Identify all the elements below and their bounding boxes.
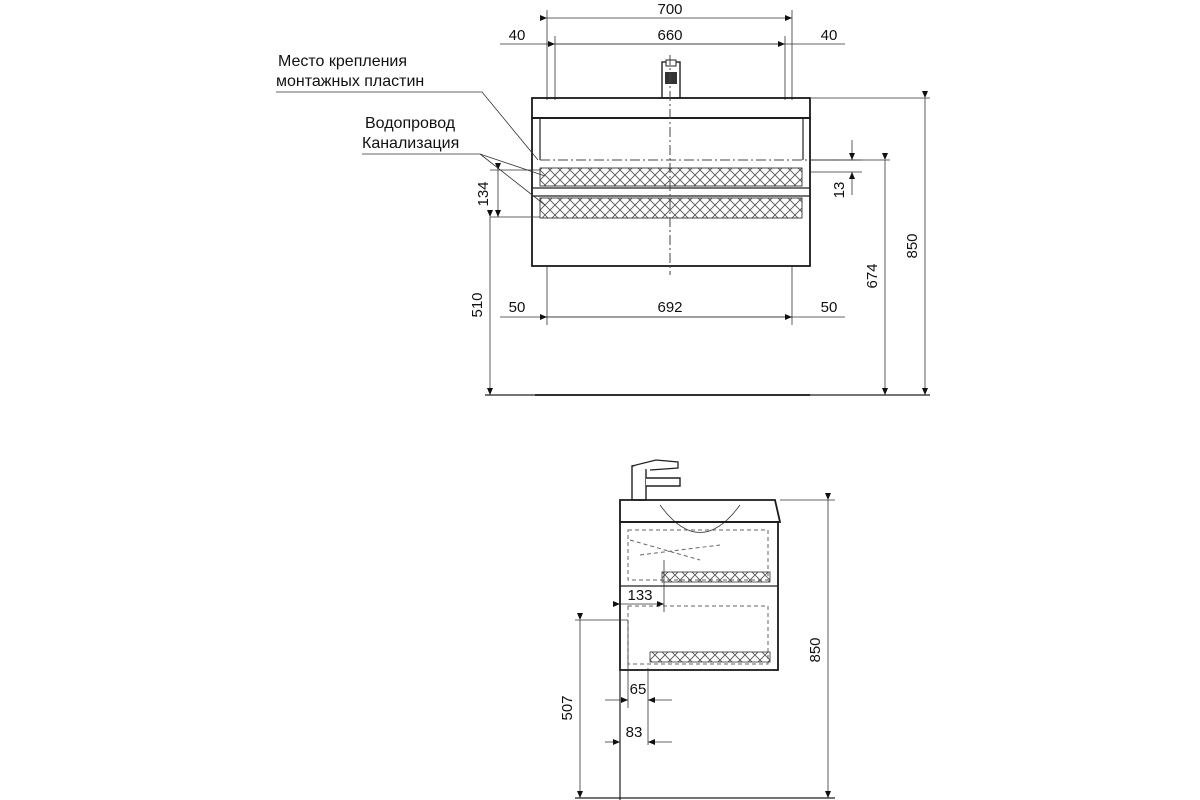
dim-700-label: 700: [657, 1, 683, 18]
dim-850-front-label: 850: [904, 233, 921, 259]
pipe-leader-1: [362, 154, 545, 176]
front-view: [276, 1, 930, 395]
dim-40-right-label: 40: [820, 27, 838, 44]
pipe-label-line2: Канализация: [362, 135, 460, 152]
sewer-zone: [540, 198, 802, 218]
dim-134-label: 134: [475, 181, 492, 207]
faucet-front: [662, 60, 680, 98]
dim-40-left-label: 40: [508, 27, 526, 44]
mount-label-line2: монтажных пластин: [276, 73, 425, 90]
basin-top: [532, 98, 810, 118]
dim-50-left-label: 50: [508, 299, 526, 316]
basin-side: [620, 500, 780, 522]
dim-50-right-label: 50: [820, 299, 838, 316]
dim-660-label: 660: [657, 27, 683, 44]
basin-bowl-curve: [660, 505, 740, 533]
pipe-label-line1: Водопровод: [365, 115, 456, 132]
water-pipe-zone: [540, 168, 802, 186]
dim-507-label: 507: [559, 695, 576, 721]
dim-65-label: 65: [629, 681, 647, 698]
cabinet-body: [532, 118, 810, 266]
dim-510-label: 510: [469, 292, 486, 318]
mount-label-line1: Место крепления: [278, 53, 408, 70]
dim-674-label: 674: [864, 263, 881, 289]
dim-133-label: 133: [627, 587, 653, 604]
dim-13-label: 13: [831, 181, 848, 199]
dim-850-side-label: 850: [807, 637, 824, 663]
faucet-side: [632, 460, 680, 500]
dim-692-label: 692: [657, 299, 683, 316]
side-view: [559, 460, 835, 800]
dim-83-label: 83: [625, 724, 643, 741]
